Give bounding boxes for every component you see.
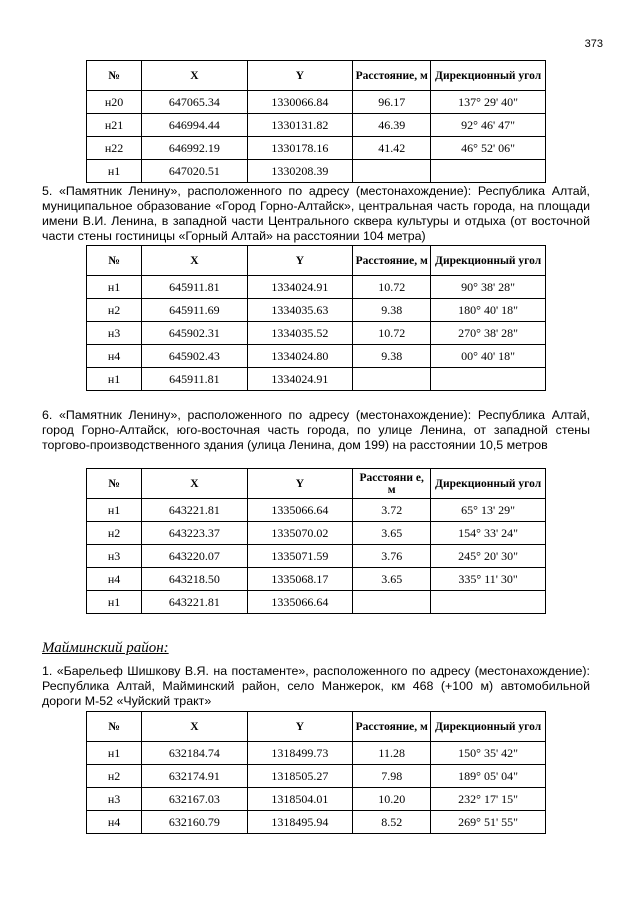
x-header: X bbox=[142, 469, 248, 499]
x-cell: 632174.91 bbox=[142, 765, 248, 788]
point-cell: н1 bbox=[87, 591, 142, 614]
distance-cell: 10.72 bbox=[353, 276, 431, 299]
angle-cell: 46° 52' 06" bbox=[431, 137, 546, 160]
distance-header: Расстояние, м bbox=[353, 712, 431, 742]
point-cell: н3 bbox=[87, 788, 142, 811]
distance-cell: 7.98 bbox=[353, 765, 431, 788]
angle-cell bbox=[431, 160, 546, 183]
y-cell: 1334024.91 bbox=[247, 276, 353, 299]
y-cell: 1330178.16 bbox=[247, 137, 353, 160]
x-cell: 632167.03 bbox=[142, 788, 248, 811]
table-header-row bbox=[87, 469, 546, 499]
distance-cell: 41.42 bbox=[353, 137, 431, 160]
angle-cell: 150° 35' 42" bbox=[431, 742, 546, 765]
paragraph-item-5: 5. «Памятник Ленину», расположенного по адресу (местонахождение): Республика Алтай, муниципальное образование «Город Горно-Алтайск», центральная часть города, на площади имени В.И. Ленина, в западной части Центрального сквера культуры и отдыха (от восточной части стены гостиницы «Горный Алтай» на расстоянии 104 метра) bbox=[42, 184, 590, 243]
table-row bbox=[87, 114, 546, 137]
distance-header: Расстояние, м bbox=[353, 61, 431, 91]
angle-cell: 154° 33' 24" bbox=[431, 522, 546, 545]
point-cell: н22 bbox=[87, 137, 142, 160]
x-cell: 643218.50 bbox=[142, 568, 248, 591]
y-cell: 1318499.73 bbox=[247, 742, 353, 765]
distance-cell: 10.72 bbox=[353, 322, 431, 345]
paragraph-item-6: 6. «Памятник Ленину», расположенного по адресу (местонахождение): Республика Алтай, город Горно-Алтайск, юго-восточная часть города, по улице Ленина, от западной стены торгово-производственного здания (улица Ленина, дом 199) на расстоянии 10,5 метров bbox=[42, 408, 590, 452]
angle-cell: 90° 38' 28" bbox=[431, 276, 546, 299]
table-row bbox=[87, 299, 546, 322]
point-cell: н20 bbox=[87, 91, 142, 114]
x-header: X bbox=[142, 246, 248, 276]
table-row bbox=[87, 322, 546, 345]
coordinates-table bbox=[86, 60, 546, 183]
coordinates-table bbox=[86, 711, 546, 834]
distance-header: Расстояние, м bbox=[353, 246, 431, 276]
coordinates-table bbox=[86, 468, 546, 614]
number-header: № bbox=[87, 246, 142, 276]
distance-cell: 9.38 bbox=[353, 299, 431, 322]
y-cell: 1335066.64 bbox=[247, 591, 353, 614]
distance-cell: 3.65 bbox=[353, 522, 431, 545]
angle-cell: 245° 20' 30" bbox=[431, 545, 546, 568]
distance-cell: 8.52 bbox=[353, 811, 431, 834]
paragraph-item-1: 1. «Барельеф Шишкову В.Я. на постаменте», расположенного по адресу (местонахождение): Республика Алтай, Майминский район, село Манжерок, км 468 (+100 м) автомобильной дороги М-52 «Чуйский тракт» bbox=[42, 664, 590, 708]
table-row bbox=[87, 811, 546, 834]
x-cell: 645911.81 bbox=[142, 276, 248, 299]
table-row bbox=[87, 345, 546, 368]
x-cell: 646994.44 bbox=[142, 114, 248, 137]
point-cell: н21 bbox=[87, 114, 142, 137]
x-cell: 645911.69 bbox=[142, 299, 248, 322]
angle-cell: 269° 51' 55" bbox=[431, 811, 546, 834]
table-row bbox=[87, 788, 546, 811]
table-row bbox=[87, 91, 546, 114]
distance-cell bbox=[353, 160, 431, 183]
distance-cell: 96.17 bbox=[353, 91, 431, 114]
table-row bbox=[87, 522, 546, 545]
point-cell: н1 bbox=[87, 742, 142, 765]
x-cell: 643221.81 bbox=[142, 499, 248, 522]
y-header: Y bbox=[247, 246, 353, 276]
point-cell: н4 bbox=[87, 811, 142, 834]
number-header: № bbox=[87, 469, 142, 499]
x-header: X bbox=[142, 712, 248, 742]
y-cell: 1330131.82 bbox=[247, 114, 353, 137]
y-cell: 1334035.52 bbox=[247, 322, 353, 345]
y-cell: 1334035.63 bbox=[247, 299, 353, 322]
y-cell: 1330208.39 bbox=[247, 160, 353, 183]
point-cell: н1 bbox=[87, 276, 142, 299]
point-cell: н2 bbox=[87, 299, 142, 322]
table-row bbox=[87, 499, 546, 522]
y-cell: 1318495.94 bbox=[247, 811, 353, 834]
y-cell: 1335071.59 bbox=[247, 545, 353, 568]
x-cell: 645902.43 bbox=[142, 345, 248, 368]
x-cell: 646992.19 bbox=[142, 137, 248, 160]
point-cell: н3 bbox=[87, 545, 142, 568]
angle-cell bbox=[431, 368, 546, 391]
point-cell: н4 bbox=[87, 568, 142, 591]
angle-cell: 65° 13' 29" bbox=[431, 499, 546, 522]
coordinates-table bbox=[86, 245, 546, 391]
angle-cell: 92° 46' 47" bbox=[431, 114, 546, 137]
x-cell: 643221.81 bbox=[142, 591, 248, 614]
point-cell: н2 bbox=[87, 522, 142, 545]
table-row bbox=[87, 160, 546, 183]
y-header: Y bbox=[247, 61, 353, 91]
table-row bbox=[87, 742, 546, 765]
section-heading: Майминский район: bbox=[42, 640, 169, 656]
table-header-row bbox=[87, 712, 546, 742]
angle-cell: 00° 40' 18" bbox=[431, 345, 546, 368]
angle-header: Дирекционный угол bbox=[431, 61, 546, 91]
distance-cell: 11.28 bbox=[353, 742, 431, 765]
x-cell: 643223.37 bbox=[142, 522, 248, 545]
x-cell: 645911.81 bbox=[142, 368, 248, 391]
table-row bbox=[87, 276, 546, 299]
page-number: 373 bbox=[584, 38, 603, 50]
y-cell: 1334024.80 bbox=[247, 345, 353, 368]
y-header: Y bbox=[247, 469, 353, 499]
distance-cell: 3.72 bbox=[353, 499, 431, 522]
x-cell: 645902.31 bbox=[142, 322, 248, 345]
distance-cell: 46.39 bbox=[353, 114, 431, 137]
y-cell: 1335070.02 bbox=[247, 522, 353, 545]
x-cell: 643220.07 bbox=[142, 545, 248, 568]
distance-cell: 3.65 bbox=[353, 568, 431, 591]
distance-cell bbox=[353, 368, 431, 391]
y-header: Y bbox=[247, 712, 353, 742]
x-header: X bbox=[142, 61, 248, 91]
y-cell: 1335068.17 bbox=[247, 568, 353, 591]
table-row bbox=[87, 765, 546, 788]
y-cell: 1334024.91 bbox=[247, 368, 353, 391]
angle-cell: 270° 38' 28" bbox=[431, 322, 546, 345]
angle-cell: 137° 29' 40" bbox=[431, 91, 546, 114]
table-header-row bbox=[87, 61, 546, 91]
angle-header: Дирекционный угол bbox=[431, 246, 546, 276]
table-header-row bbox=[87, 246, 546, 276]
y-cell: 1318505.27 bbox=[247, 765, 353, 788]
x-cell: 647020.51 bbox=[142, 160, 248, 183]
table-row bbox=[87, 137, 546, 160]
angle-cell: 189° 05' 04" bbox=[431, 765, 546, 788]
angle-header: Дирекционный угол bbox=[431, 712, 546, 742]
distance-cell: 10.20 bbox=[353, 788, 431, 811]
table-row bbox=[87, 545, 546, 568]
table-row bbox=[87, 368, 546, 391]
point-cell: н1 bbox=[87, 368, 142, 391]
distance-cell: 9.38 bbox=[353, 345, 431, 368]
x-cell: 632184.74 bbox=[142, 742, 248, 765]
angle-cell: 232° 17' 15" bbox=[431, 788, 546, 811]
x-cell: 632160.79 bbox=[142, 811, 248, 834]
y-cell: 1335066.64 bbox=[247, 499, 353, 522]
point-cell: н1 bbox=[87, 160, 142, 183]
y-cell: 1330066.84 bbox=[247, 91, 353, 114]
x-cell: 647065.34 bbox=[142, 91, 248, 114]
table-row bbox=[87, 591, 546, 614]
point-cell: н2 bbox=[87, 765, 142, 788]
angle-cell bbox=[431, 591, 546, 614]
distance-header: Расстояни е, м bbox=[353, 469, 431, 499]
angle-cell: 335° 11' 30" bbox=[431, 568, 546, 591]
point-cell: н1 bbox=[87, 499, 142, 522]
distance-cell: 3.76 bbox=[353, 545, 431, 568]
table-row bbox=[87, 568, 546, 591]
number-header: № bbox=[87, 61, 142, 91]
y-cell: 1318504.01 bbox=[247, 788, 353, 811]
angle-cell: 180° 40' 18" bbox=[431, 299, 546, 322]
distance-cell bbox=[353, 591, 431, 614]
angle-header: Дирекционный угол bbox=[431, 469, 546, 499]
point-cell: н3 bbox=[87, 322, 142, 345]
point-cell: н4 bbox=[87, 345, 142, 368]
number-header: № bbox=[87, 712, 142, 742]
